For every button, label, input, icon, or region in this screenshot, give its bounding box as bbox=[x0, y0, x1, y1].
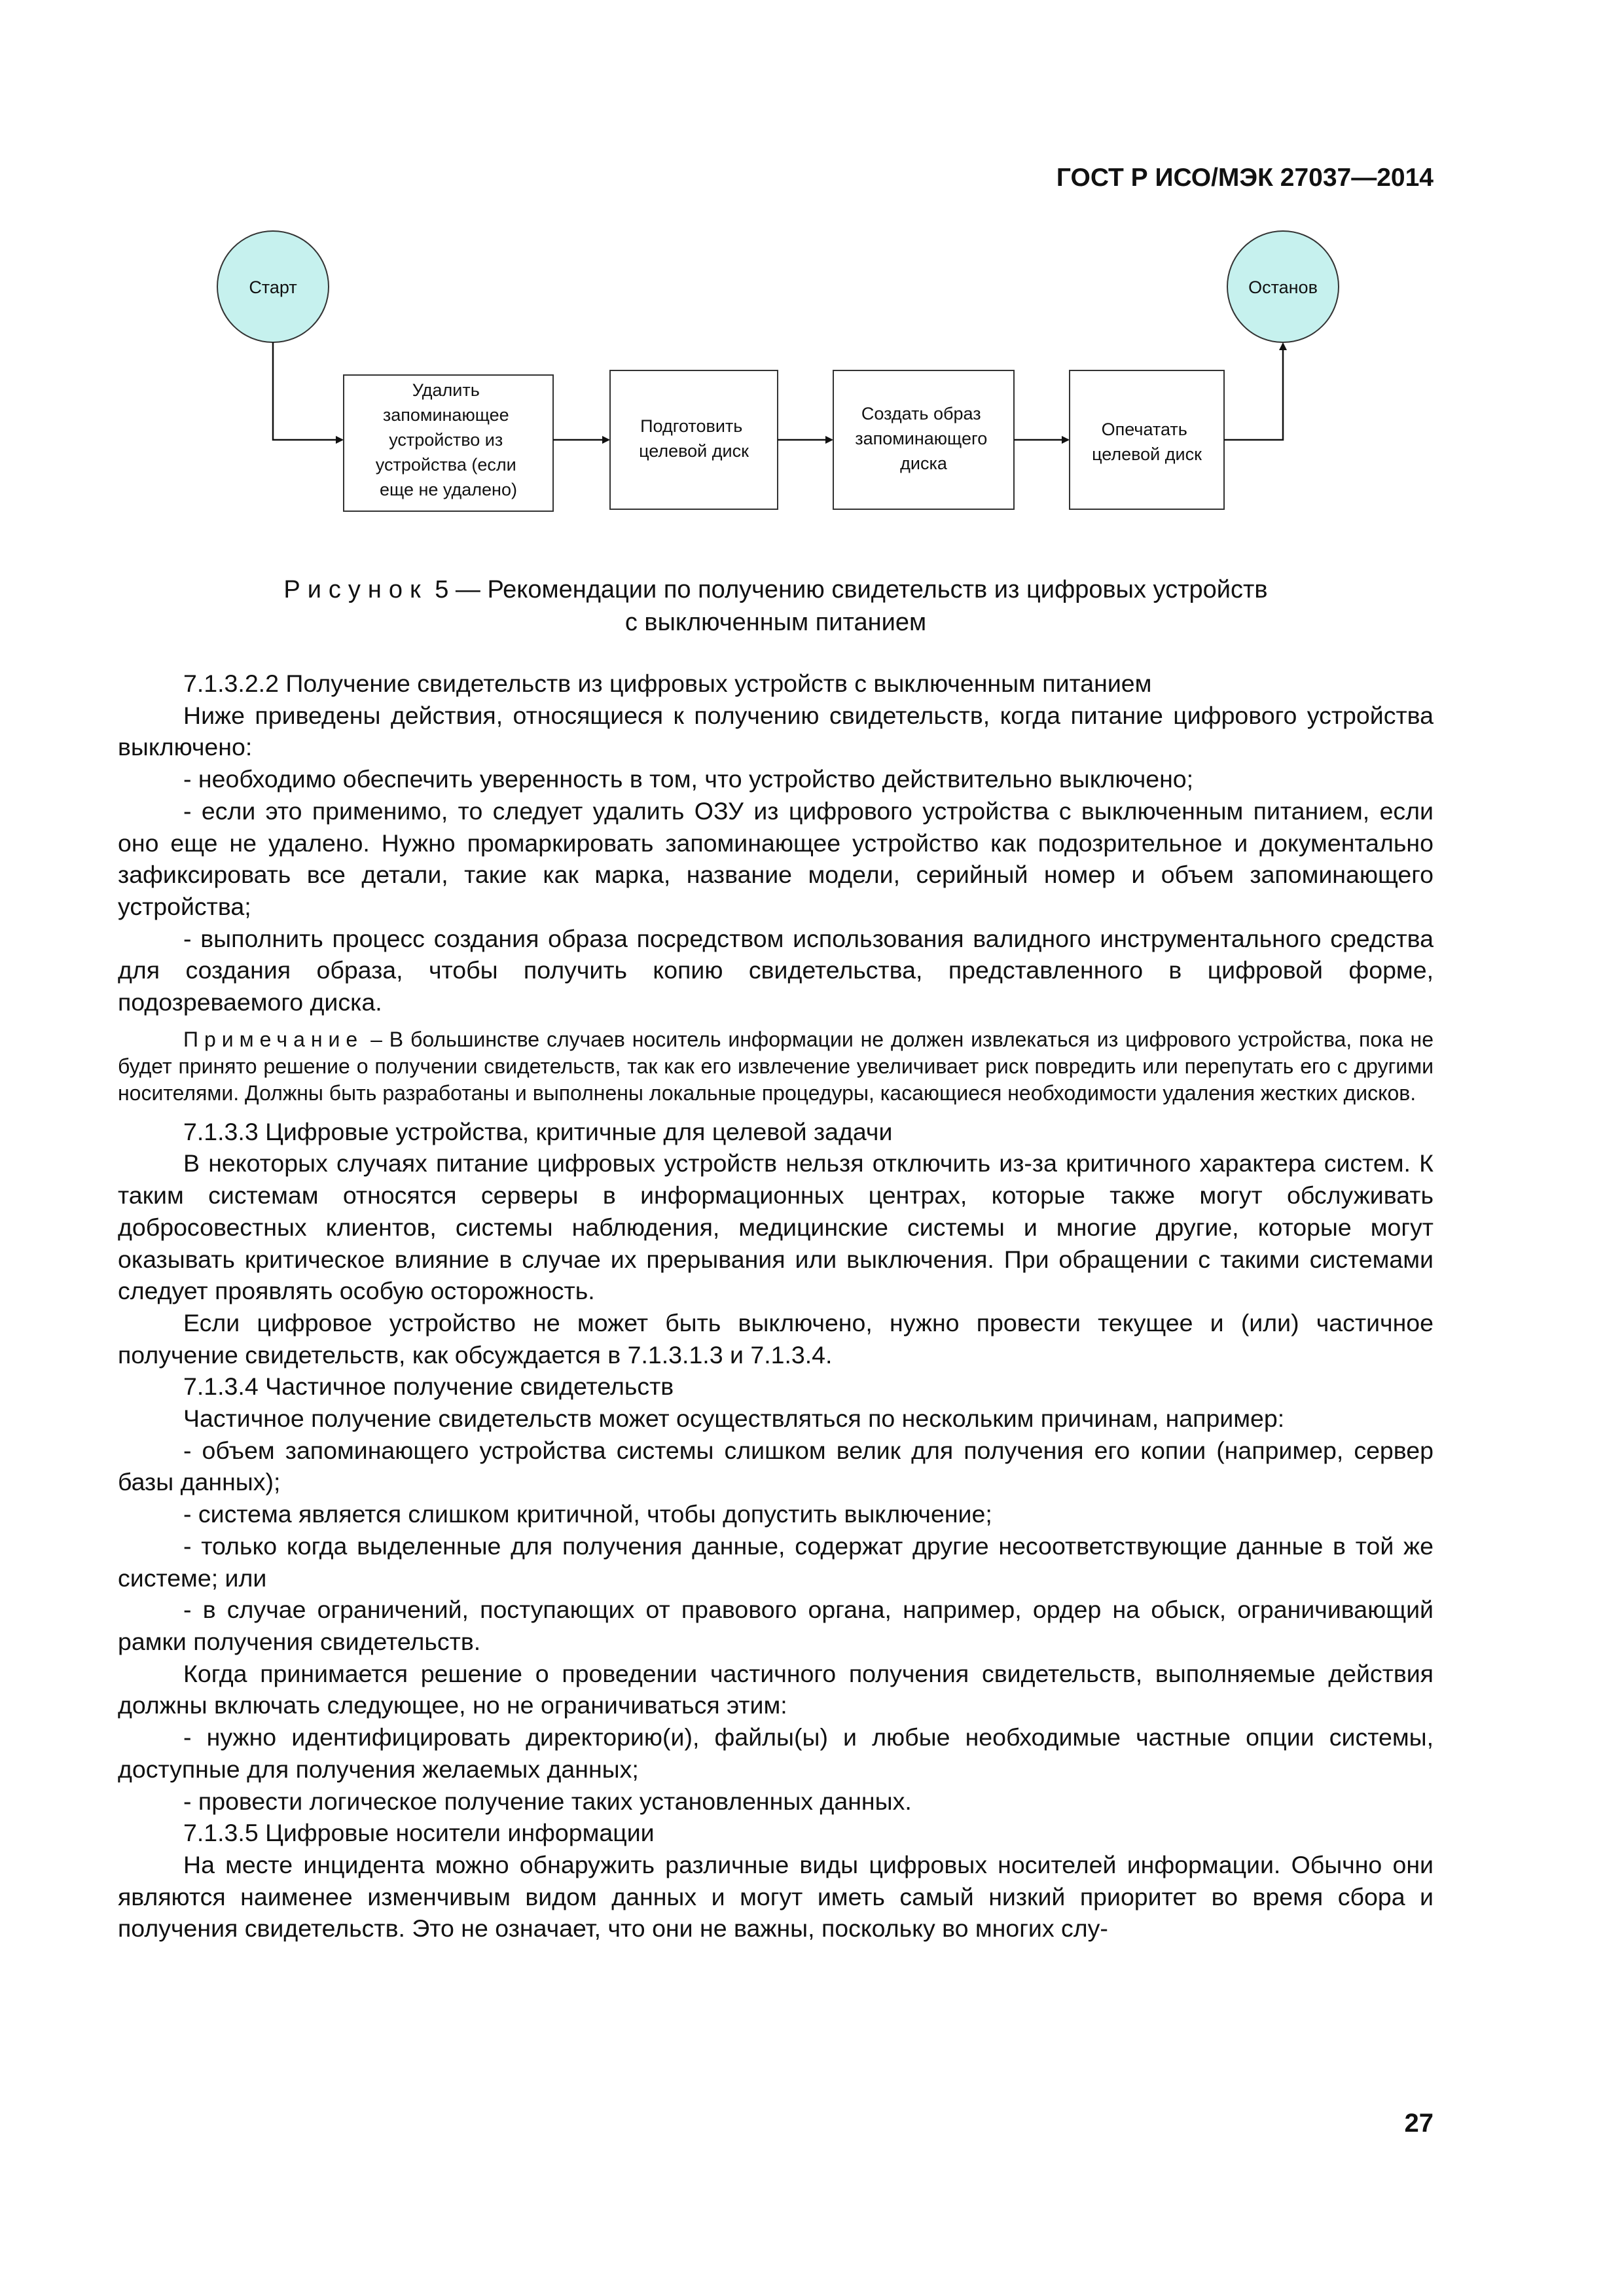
section-heading: 7.1.3.2.2 Получение свидетельств из цифровых устройств с выключенным питанием bbox=[183, 670, 1152, 697]
list-item: - необходимо обеспечить уверенность в том, что устройство действительно выключено; bbox=[183, 765, 1194, 793]
step-1-line-4: устройства (если bbox=[375, 455, 516, 475]
list-item: - только когда выделенные для получения данные, содержат другие несоответствующие данные в той же системе; или bbox=[118, 1532, 1434, 1592]
note-text: – В большинстве случаев носитель информации не должен извлекаться из цифрового устройства, пока не будет принято решение о получении свидетельств, так как его извлечение увеличивает риск повредить или перепутать его с другими носителями. Должны быть разработаны и выполнены локальные процедуры, касающиеся необходимости удаления жестких дисков. bbox=[118, 1027, 1434, 1105]
step-3-line-2: запоминающего bbox=[855, 429, 988, 448]
paragraph: Частичное получение свидетельств может осуществляться по нескольким причинам, например: bbox=[183, 1405, 1285, 1433]
step-1-line-5: еще не удалено) bbox=[380, 480, 517, 499]
arrow-step4-to-stop bbox=[1224, 344, 1283, 440]
step-box-4 bbox=[1070, 370, 1224, 509]
paragraph: Ниже приведены действия, относящиеся к получению свидетельств, когда питание цифрового устройства выключено: bbox=[118, 701, 1434, 761]
paragraph: На месте инцидента можно обнаружить различные виды цифровых носителей информации. Обычно они являются наименее изменчивым видом данных и могут иметь самый низкий приоритет во время сбора и получения свидетельств. Это не означает, что они не важны, поскольку во многих слу- bbox=[118, 1850, 1434, 1943]
list-item: - нужно идентифицировать директорию(и), файлы(ы) и любые необходимые частные опции системы, доступные для получения желаемых данных; bbox=[118, 1723, 1434, 1783]
note-label: Примечание bbox=[183, 1027, 364, 1051]
step-1-line-3: устройство из bbox=[389, 430, 503, 450]
list-item: - если это применимо, то следует удалить ОЗУ из цифрового устройства с выключенным питанием, если оно еще не удалено. Нужно промаркировать запоминающее устройство как подозрительное и документально зафиксировать все детали, такие как марка, название модели, серийный номер и объем запоминающего устройства; bbox=[118, 797, 1434, 920]
stop-label: Останов bbox=[1248, 278, 1318, 297]
document-header: ГОСТ Р ИСО/МЭК 27037—2014 bbox=[1056, 164, 1434, 192]
figure-caption-label: Рисунок bbox=[283, 576, 428, 603]
flowchart bbox=[0, 0, 1624, 537]
note bbox=[118, 1026, 1434, 1107]
figure-caption bbox=[118, 573, 1434, 606]
step-1-line-2: запоминающее bbox=[382, 405, 509, 425]
paragraph: Когда принимается решение о проведении частичного получения свидетельств, выполняемые действия должны включать следующее, но не ограничиваться этим: bbox=[118, 1659, 1434, 1719]
figure-caption-text: 5 — Рекомендации по получению свидетельств из цифровых устройств bbox=[427, 576, 1268, 603]
section-heading: 7.1.3.4 Частичное получение свидетельств bbox=[183, 1372, 674, 1401]
section-heading: 7.1.3.5 Цифровые носители информации bbox=[183, 1819, 655, 1847]
step-2-line-2: целевой диск bbox=[639, 441, 749, 461]
body-text bbox=[118, 668, 1434, 1945]
page-number: 27 bbox=[1404, 2109, 1434, 2138]
list-item: - в случае ограничений, поступающих от правового органа, например, ордер на обыск, ограничивающий рамки получения свидетельств. bbox=[118, 1596, 1434, 1655]
figure-caption-line-2: с выключенным питанием bbox=[624, 609, 927, 636]
list-item: - провести логическое получение таких установленных данных. bbox=[183, 1787, 912, 1815]
step-4-line-2: целевой диск bbox=[1092, 444, 1202, 464]
paragraph: Если цифровое устройство не может быть выключено, нужно провести текущее и (или) частичное получение свидетельств, как обсуждается в 7.1.3.1.3 и 7.1.3.4. bbox=[118, 1308, 1434, 1369]
step-2-line-1: Подготовить bbox=[640, 416, 743, 436]
step-3-line-1: Создать образ bbox=[861, 404, 981, 423]
step-3-line-3: диска bbox=[900, 454, 947, 473]
step-4-line-1: Опечатать bbox=[1101, 420, 1187, 439]
section-heading: 7.1.3.3 Цифровые устройства, критичные для целевой задачи bbox=[183, 1117, 893, 1145]
list-item: - выполнить процесс создания образа посредством использования валидного инструментального средства для создания образа, чтобы получить копию свидетельства, представленного в цифровой форме, подозреваемого диска. bbox=[118, 924, 1434, 1016]
paragraph: В некоторых случаях питание цифровых устройств нельзя отключить из-за критичного характера систем. К таким системам относятся серверы в информационных центрах, которые также могут обслуживать добросовестных клиентов, системы наблюдения, медицинские системы и многие другие, которые могут оказывать критическое влияние в случае их прерывания или выключения. При обращении с такими системами следует проявлять особую осторожность. bbox=[118, 1149, 1434, 1305]
list-item: - система является слишком критичной, чтобы допустить выключение; bbox=[183, 1500, 992, 1528]
arrow-start-to-step1 bbox=[273, 342, 342, 440]
list-item: - объем запоминающего устройства системы слишком велик для получения его копии (например, сервер базы данных); bbox=[118, 1436, 1434, 1496]
step-1-line-1: Удалить bbox=[412, 380, 480, 400]
step-box-2 bbox=[610, 370, 778, 509]
start-label: Старт bbox=[249, 278, 297, 297]
